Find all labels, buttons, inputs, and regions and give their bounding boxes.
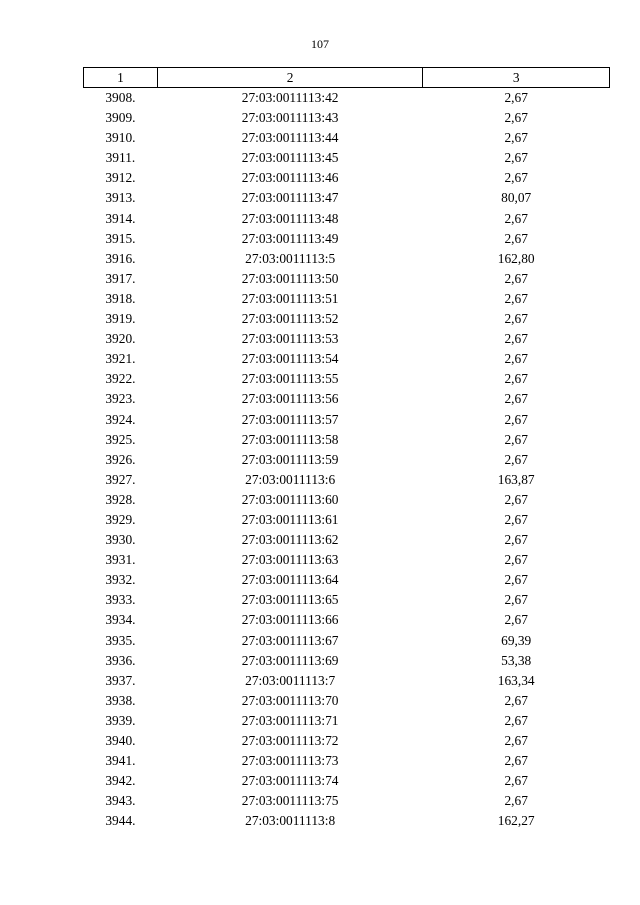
row-number-cell: 3939. (105, 712, 136, 728)
area-value-cell: 2,67 (504, 331, 528, 347)
table-row (84, 188, 610, 208)
table-row (84, 530, 610, 550)
area-value-cell: 2,67 (504, 431, 528, 447)
area-value-cell: 2,67 (504, 150, 528, 166)
table-row (84, 470, 610, 490)
row-number-cell: 3910. (105, 130, 136, 146)
row-number-cell: 3918. (105, 290, 136, 306)
header-row (84, 68, 610, 88)
table-row (84, 349, 610, 369)
table-row (84, 550, 610, 570)
table-row (84, 570, 610, 590)
cadastral-number-cell: 27:03:0011113:63 (241, 552, 339, 568)
table-row (84, 148, 610, 168)
area-value-cell: 2,67 (504, 733, 528, 748)
cadastral-number-cell: 27:03:0011113:60 (241, 491, 339, 507)
row-number-cell: 3942. (105, 773, 136, 789)
cadastral-number-cell: 27:03:0011113:71 (241, 712, 339, 728)
table-row (84, 450, 610, 470)
table-row (84, 671, 610, 691)
cadastral-number-cell: 27:03:0011113:54 (241, 351, 339, 367)
table-body (84, 88, 610, 832)
cadastral-number-cell: 27:03:0011113:62 (241, 532, 339, 548)
row-number-cell: 3929. (105, 511, 136, 527)
table-row (84, 751, 610, 771)
cadastral-number-cell: 27:03:0011113:56 (241, 391, 339, 407)
row-number-cell: 3924. (105, 411, 136, 427)
table-header (84, 68, 610, 88)
cadastral-number-cell: 27:03:0011113:70 (241, 692, 339, 708)
table-row (84, 651, 610, 671)
row-number-cell: 3914. (105, 210, 136, 226)
row-number-cell: 3916. (105, 250, 136, 266)
row-number-cell: 3944. (105, 813, 136, 829)
row-number-cell: 3934. (105, 612, 136, 628)
row-number-cell: 3922. (105, 371, 136, 387)
column-header-1: 1 (84, 68, 158, 88)
area-value-cell: 163,34 (497, 672, 535, 688)
row-number-cell: 3925. (105, 431, 136, 447)
table-row (84, 771, 610, 791)
row-number-cell: 3937. (105, 672, 136, 688)
cadastral-number-cell: 27:03:0011113:51 (241, 290, 339, 306)
row-number-cell: 3931. (105, 552, 136, 568)
cadastral-number-cell: 27:03:0011113:64 (241, 572, 339, 588)
cadastral-number-cell: 27:03:0011113:61 (241, 511, 339, 527)
cadastral-number-cell: 27:03:0011113:49 (241, 230, 339, 246)
cadastral-number-cell: 27:03:0011113:5 (245, 250, 336, 266)
row-number-cell: 3909. (105, 110, 136, 126)
row-number-cell: 3936. (105, 652, 136, 668)
cadastral-number-cell: 27:03:0011113:65 (241, 592, 339, 608)
row-number-cell: 3920. (105, 331, 136, 347)
table-row (84, 229, 610, 249)
table-row (84, 289, 610, 309)
row-number-cell: 3928. (105, 491, 136, 507)
table-row (84, 490, 610, 510)
page-number: 107 (311, 37, 329, 51)
row-number-cell: 3935. (105, 632, 136, 648)
cadastral-number-cell: 27:03:0011113:67 (241, 632, 339, 648)
row-number-cell: 3926. (105, 451, 136, 467)
area-value-cell: 2,67 (504, 773, 528, 789)
cadastral-number-cell: 27:03:0011113:48 (241, 210, 339, 226)
row-number-cell: 3932. (105, 572, 136, 588)
row-number-cell: 3921. (105, 351, 136, 367)
row-number-cell: 3927. (105, 471, 136, 487)
cadastral-number-cell: 27:03:0011113:44 (241, 130, 339, 146)
table-row (84, 731, 610, 751)
cadastral-number-cell: 27:03:0011113:69 (241, 652, 339, 668)
row-number-cell: 3933. (105, 592, 136, 608)
area-value-cell: 2,67 (504, 793, 528, 809)
table-row (84, 108, 610, 128)
area-value-cell: 162,80 (497, 250, 535, 266)
cadastral-number-cell: 27:03:0011113:8 (245, 813, 336, 829)
area-value-cell: 2,67 (504, 290, 528, 306)
area-value-cell: 80,07 (501, 190, 532, 206)
area-value-cell: 53,38 (501, 652, 532, 668)
area-value-cell: 162,27 (497, 813, 535, 829)
area-value-cell: 2,67 (504, 411, 528, 427)
table-row (84, 691, 610, 711)
column-header-3: 3 (423, 68, 610, 88)
table-row (84, 791, 610, 811)
area-value-cell: 2,67 (504, 391, 528, 407)
cadastral-number-cell: 27:03:0011113:66 (241, 612, 339, 628)
cadastral-number-cell: 27:03:0011113:7 (245, 672, 336, 688)
table-row (84, 430, 610, 450)
table-row (84, 610, 610, 630)
cadastral-number-cell: 27:03:0011113:72 (241, 733, 339, 748)
row-number-cell: 3908. (105, 90, 136, 105)
table-row (84, 711, 610, 731)
table-row (84, 209, 610, 229)
row-number-cell: 3930. (105, 532, 136, 548)
area-value-cell: 2,67 (504, 371, 528, 387)
column-header-2: 2 (157, 68, 423, 88)
cadastral-number-cell: 27:03:0011113:6 (245, 471, 336, 487)
cadastral-number-cell: 27:03:0011113:74 (241, 773, 339, 789)
row-number-cell: 3941. (105, 753, 136, 769)
cadastral-number-cell: 27:03:0011113:55 (241, 371, 339, 387)
area-value-cell: 2,67 (504, 612, 528, 628)
area-value-cell: 2,67 (504, 753, 528, 769)
table-row (84, 249, 610, 269)
cadastral-number-cell: 27:03:0011113:42 (241, 90, 339, 105)
cadastral-number-cell: 27:03:0011113:47 (241, 190, 339, 206)
table-row (84, 631, 610, 651)
cadastral-number-cell: 27:03:0011113:53 (241, 331, 339, 347)
area-value-cell: 2,67 (504, 491, 528, 507)
area-value-cell: 2,67 (504, 552, 528, 568)
area-value-cell: 2,67 (504, 170, 528, 186)
area-value-cell: 69,39 (501, 632, 532, 648)
row-number-cell: 3943. (105, 793, 136, 809)
area-value-cell: 2,67 (504, 230, 528, 246)
row-number-cell: 3938. (105, 692, 136, 708)
area-value-cell: 2,67 (504, 532, 528, 548)
area-value-cell: 2,67 (504, 311, 528, 327)
table-row (84, 410, 610, 430)
table-row (84, 590, 610, 610)
row-number-cell: 3923. (105, 391, 136, 407)
cadastral-number-cell: 27:03:0011113:57 (241, 411, 339, 427)
cadastral-number-cell: 27:03:0011113:52 (241, 311, 339, 327)
area-value-cell: 163,87 (497, 471, 535, 487)
table-row (84, 88, 610, 109)
table-row (84, 811, 610, 831)
area-value-cell: 2,67 (504, 712, 528, 728)
table-row (84, 269, 610, 289)
area-value-cell: 2,67 (504, 351, 528, 367)
table-row (84, 369, 610, 389)
area-value-cell: 2,67 (504, 511, 528, 527)
cadastral-table (83, 67, 610, 831)
area-value-cell: 2,67 (504, 592, 528, 608)
cadastral-number-cell: 27:03:0011113:45 (241, 150, 339, 166)
area-value-cell: 2,67 (504, 210, 528, 226)
table-row (84, 128, 610, 148)
area-value-cell: 2,67 (504, 130, 528, 146)
area-value-cell: 2,67 (504, 692, 528, 708)
table-row (84, 309, 610, 329)
cadastral-number-cell: 27:03:0011113:73 (241, 753, 339, 769)
table-row (84, 389, 610, 409)
area-value-cell: 2,67 (504, 110, 528, 126)
area-value-cell: 2,67 (504, 90, 528, 105)
cadastral-number-cell: 27:03:0011113:75 (241, 793, 339, 809)
table-row (84, 168, 610, 188)
row-number-cell: 3913. (105, 190, 136, 206)
row-number-cell: 3915. (105, 230, 136, 246)
cadastral-number-cell: 27:03:0011113:50 (241, 270, 339, 286)
table-row (84, 510, 610, 530)
area-value-cell: 2,67 (504, 572, 528, 588)
cadastral-number-cell: 27:03:0011113:43 (241, 110, 339, 126)
row-number-cell: 3917. (105, 270, 136, 286)
cadastral-number-cell: 27:03:0011113:59 (241, 451, 339, 467)
row-number-cell: 3912. (105, 170, 136, 186)
area-value-cell: 2,67 (504, 270, 528, 286)
cadastral-number-cell: 27:03:0011113:58 (241, 431, 339, 447)
row-number-cell: 3940. (105, 733, 136, 748)
row-number-cell: 3919. (105, 311, 136, 327)
row-number-cell: 3911. (105, 150, 136, 166)
area-value-cell: 2,67 (504, 451, 528, 467)
table-row (84, 329, 610, 349)
cadastral-number-cell: 27:03:0011113:46 (241, 170, 339, 186)
